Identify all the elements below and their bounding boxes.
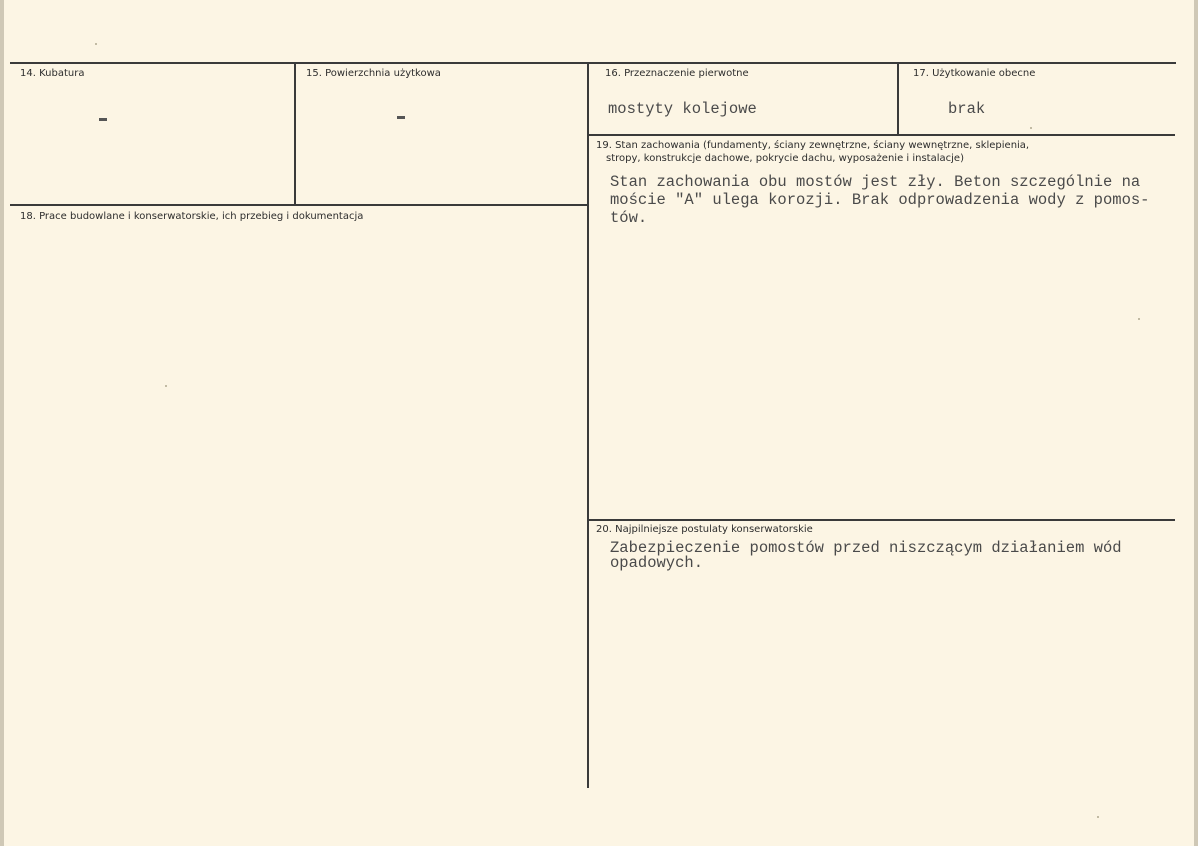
field-16-value: mostyty kolejowe [608, 100, 757, 118]
rule-above-20 [588, 519, 1175, 521]
divider-14-15 [294, 63, 296, 205]
paper-speck [95, 43, 97, 45]
paper-speck [1097, 816, 1099, 818]
field-19-text-line1: Stan zachowania obu mostów jest zły. Beton szczególnie na [610, 173, 1141, 191]
card-right-edge [1194, 0, 1198, 846]
field-18-label: 18. Prace budowlane i konserwatorskie, ich przebieg i dokumentacja [20, 211, 364, 222]
center-divider [587, 63, 589, 788]
top-rule [10, 62, 1176, 64]
divider-16-17 [897, 63, 899, 135]
field-19-label-line2: stropy, konstrukcje dachowe, pokrycie dachu, wyposażenie i instalacje) [606, 153, 964, 164]
field-17-label: 17. Użytkowanie obecne [913, 68, 1036, 79]
field-19-text-line2: moście "A" ulega korozji. Brak odprowadzenia wody z pomos- [610, 191, 1150, 209]
paper-speck [1030, 127, 1032, 129]
field-20-text-line1: Zabezpieczenie pomostów przed niszczącym działaniem wód [610, 539, 1122, 557]
paper-speck [165, 385, 167, 387]
rule-under-14-15 [10, 204, 588, 206]
field-16-label: 16. Przeznaczenie pierwotne [605, 68, 749, 79]
field-14-value-dash [99, 118, 107, 121]
rule-under-16-17 [588, 134, 1175, 136]
field-20-label: 20. Najpilniejsze postulaty konserwatorskie [596, 524, 813, 535]
card-left-edge [0, 0, 4, 846]
field-15-label: 15. Powierzchnia użytkowa [306, 68, 441, 79]
field-20-text-line2: opadowych. [610, 554, 704, 572]
field-15-value-dash [397, 116, 405, 119]
field-19-label-line1: 19. Stan zachowania (fundamenty, ściany zewnętrzne, ściany wewnętrzne, sklepienia, [596, 140, 1030, 151]
field-19-text-line3: tów. [610, 209, 648, 227]
field-17-value: brak [948, 100, 986, 118]
field-14-label: 14. Kubatura [20, 68, 85, 79]
paper-speck [1138, 318, 1140, 320]
